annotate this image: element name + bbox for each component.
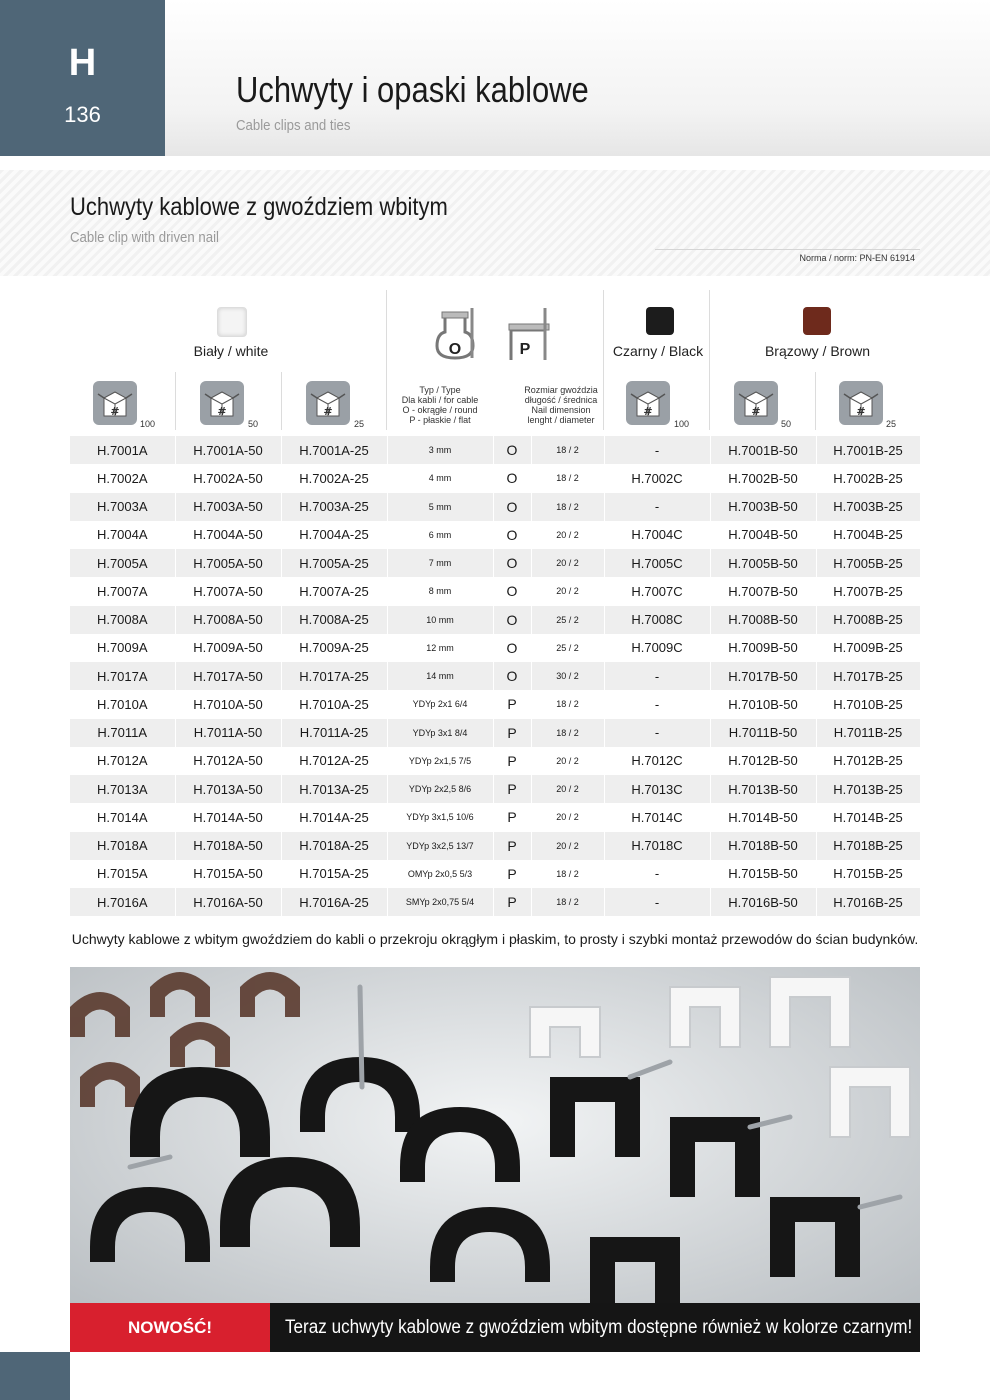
- cell-brown-25: H.7001B-25: [816, 436, 920, 464]
- table-row: [70, 747, 920, 775]
- page-number: 136: [64, 102, 101, 127]
- cell-cable-type: O: [493, 436, 531, 464]
- cell-white-25: H.7014A-25: [281, 803, 387, 831]
- cell-brown-25: H.7010B-25: [816, 690, 920, 718]
- cell-black-100: -: [604, 719, 710, 747]
- cell-white-100: H.7012A: [70, 747, 175, 775]
- cell-cable-size: 7 mm: [387, 549, 493, 577]
- cell-black-100: -: [604, 888, 710, 916]
- cell-white-50: H.7016A-50: [175, 888, 281, 916]
- cell-nail-size: 30 / 2: [531, 662, 604, 690]
- column-divider: [175, 372, 176, 430]
- cell-white-25: H.7015A-25: [281, 860, 387, 888]
- package-symbol: #: [643, 405, 653, 418]
- page-title: Uchwyty i opaski kablowe: [236, 69, 589, 110]
- cell-white-50: H.7009A-50: [175, 634, 281, 662]
- cell-brown-50: H.7014B-50: [710, 803, 816, 831]
- cell-white-25: H.7011A-25: [281, 719, 387, 747]
- product-photo: [70, 967, 920, 1352]
- cell-brown-50: H.7008B-50: [710, 606, 816, 634]
- cell-white-100: H.7014A: [70, 803, 175, 831]
- cell-brown-25: H.7003B-25: [816, 493, 920, 521]
- cell-nail-size: 25 / 2: [531, 606, 604, 634]
- cell-brown-25: H.7007B-25: [816, 577, 920, 605]
- cell-brown-50: H.7009B-50: [710, 634, 816, 662]
- cable-clips-photo: [70, 967, 920, 1352]
- cell-nail-size: 25 / 2: [531, 634, 604, 662]
- cell-white-100: H.7017A: [70, 662, 175, 690]
- group-label-white: Biały / white: [193, 343, 269, 359]
- nail-subheader-line: Rozmiar gwoździa: [524, 385, 598, 395]
- package-quantity: 100: [140, 419, 156, 429]
- package-quantity: 50: [248, 419, 259, 429]
- cell-nail-size: 20 / 2: [531, 549, 604, 577]
- cell-nail-size: 20 / 2: [531, 803, 604, 831]
- cell-brown-25: H.7017B-25: [816, 662, 920, 690]
- cell-nail-size: 18 / 2: [531, 690, 604, 718]
- cell-white-25: H.7001A-25: [281, 436, 387, 464]
- table-row: [70, 719, 920, 747]
- cell-cable-type: P: [493, 775, 531, 803]
- cell-nail-size: 20 / 2: [531, 832, 604, 860]
- cell-white-100: H.7009A: [70, 634, 175, 662]
- cell-cable-type: O: [493, 521, 531, 549]
- description-caption: Uchwyty kablowe z wbitym gwoździem do kabli o przekroju okrągłym i płaskim, to prosty i szybki montaż przewodów do ścian budynków.: [71, 931, 919, 947]
- cell-white-50: H.7012A-50: [175, 747, 281, 775]
- package-symbol: #: [323, 405, 333, 418]
- type-subheader-line: Typ / Type: [419, 385, 461, 395]
- cell-cable-type: P: [493, 690, 531, 718]
- cell-cable-size: SMYp 2x0,75 5/4: [387, 888, 493, 916]
- cell-white-25: H.7002A-25: [281, 464, 387, 492]
- promo-text: Teraz uchwyty kablowe z gwoździem wbitym dostępne również w kolorze czarnym!: [285, 1317, 913, 1338]
- cell-brown-50: H.7010B-50: [710, 690, 816, 718]
- cell-brown-25: H.7018B-25: [816, 832, 920, 860]
- table-row: [70, 436, 920, 464]
- cell-white-100: H.7008A: [70, 606, 175, 634]
- sidebar-bottom-tab: [0, 1352, 70, 1400]
- group-label-black: Czarny / Black: [612, 343, 704, 359]
- section-title: Uchwyty kablowe z gwoździem wbitym: [70, 193, 448, 221]
- norm-divider: [655, 249, 920, 250]
- cell-cable-type: P: [493, 803, 531, 831]
- package-quantity: 25: [886, 419, 897, 429]
- section-subtitle: Cable clip with driven nail: [70, 229, 219, 246]
- cell-black-100: H.7005C: [604, 549, 710, 577]
- cell-brown-50: H.7013B-50: [710, 775, 816, 803]
- type-subheader-line: O - okrągłe / round: [402, 405, 478, 415]
- cell-brown-50: H.7017B-50: [710, 662, 816, 690]
- package-symbol: #: [110, 405, 120, 418]
- cell-white-25: H.7018A-25: [281, 832, 387, 860]
- cell-white-50: H.7002A-50: [175, 464, 281, 492]
- page-subtitle: Cable clips and ties: [236, 117, 351, 134]
- white-swatch: [217, 307, 247, 337]
- cell-white-25: H.7008A-25: [281, 606, 387, 634]
- package-icon: [199, 380, 245, 426]
- cell-brown-50: H.7005B-50: [710, 549, 816, 577]
- cell-cable-size: 5 mm: [387, 493, 493, 521]
- cell-cable-type: P: [493, 860, 531, 888]
- cell-brown-25: H.7008B-25: [816, 606, 920, 634]
- package-icon: [92, 380, 138, 426]
- table-row: [70, 493, 920, 521]
- table-row: [70, 577, 920, 605]
- cell-nail-size: 20 / 2: [531, 521, 604, 549]
- cell-white-100: H.7016A: [70, 888, 175, 916]
- package-icon: [733, 380, 779, 426]
- type-subheader-line: P - płaskie / flat: [409, 415, 471, 425]
- cell-cable-type: O: [493, 493, 531, 521]
- cell-white-50: H.7017A-50: [175, 662, 281, 690]
- cell-nail-size: 20 / 2: [531, 577, 604, 605]
- cell-brown-50: H.7007B-50: [710, 577, 816, 605]
- table-row: [70, 464, 920, 492]
- nail-subheader-line: lenght / diameter: [527, 415, 595, 425]
- cell-nail-size: 20 / 2: [531, 747, 604, 775]
- cell-white-100: H.7015A: [70, 860, 175, 888]
- cell-white-25: H.7003A-25: [281, 493, 387, 521]
- package-icon: [838, 380, 884, 426]
- cell-black-100: H.7013C: [604, 775, 710, 803]
- cell-nail-size: 18 / 2: [531, 436, 604, 464]
- table-row: [70, 832, 920, 860]
- black-swatch: [646, 307, 674, 335]
- cell-cable-size: 3 mm: [387, 436, 493, 464]
- cell-brown-25: H.7014B-25: [816, 803, 920, 831]
- type-subheader-line: Dla kabli / for cable: [401, 395, 479, 405]
- product-table: [70, 436, 921, 916]
- cell-brown-50: H.7001B-50: [710, 436, 816, 464]
- round-type-symbol: O: [448, 341, 462, 358]
- cell-white-100: H.7007A: [70, 577, 175, 605]
- table-row: [70, 634, 920, 662]
- cell-cable-type: P: [493, 832, 531, 860]
- cell-white-50: H.7005A-50: [175, 549, 281, 577]
- cell-brown-50: H.7011B-50: [710, 719, 816, 747]
- cell-black-100: H.7012C: [604, 747, 710, 775]
- cell-black-100: H.7007C: [604, 577, 710, 605]
- cell-white-100: H.7005A: [70, 549, 175, 577]
- cell-cable-type: P: [493, 888, 531, 916]
- cell-brown-50: H.7015B-50: [710, 860, 816, 888]
- cell-nail-size: 18 / 2: [531, 464, 604, 492]
- cell-nail-size: 18 / 2: [531, 719, 604, 747]
- cell-black-100: -: [604, 662, 710, 690]
- cell-cable-type: O: [493, 464, 531, 492]
- cell-brown-25: H.7012B-25: [816, 747, 920, 775]
- cell-white-25: H.7010A-25: [281, 690, 387, 718]
- package-symbol: #: [856, 405, 866, 418]
- cell-black-100: -: [604, 436, 710, 464]
- cell-cable-size: YDYp 3x2,5 13/7: [387, 832, 493, 860]
- group-label-brown: Brązowy / Brown: [764, 343, 871, 359]
- cell-brown-50: H.7016B-50: [710, 888, 816, 916]
- chapter-letter: H: [68, 42, 97, 84]
- cell-white-50: H.7014A-50: [175, 803, 281, 831]
- cell-black-100: H.7002C: [604, 464, 710, 492]
- cell-white-50: H.7007A-50: [175, 577, 281, 605]
- cell-brown-50: H.7003B-50: [710, 493, 816, 521]
- cell-cable-type: P: [493, 747, 531, 775]
- cell-white-100: H.7010A: [70, 690, 175, 718]
- cell-nail-size: 20 / 2: [531, 775, 604, 803]
- cell-cable-size: 4 mm: [387, 464, 493, 492]
- cell-brown-25: H.7005B-25: [816, 549, 920, 577]
- cell-cable-size: YDYp 2x2,5 8/6: [387, 775, 493, 803]
- cell-brown-25: H.7009B-25: [816, 634, 920, 662]
- cell-cable-size: 6 mm: [387, 521, 493, 549]
- table-row: [70, 803, 920, 831]
- type-subheader: [386, 385, 494, 425]
- cell-black-100: H.7008C: [604, 606, 710, 634]
- round-clip-icon: [433, 306, 481, 362]
- cell-cable-type: O: [493, 606, 531, 634]
- table-row: [70, 888, 920, 916]
- cell-brown-50: H.7012B-50: [710, 747, 816, 775]
- package-symbol: #: [217, 405, 227, 418]
- nail-subheader: [509, 385, 613, 425]
- cell-black-100: H.7009C: [604, 634, 710, 662]
- cell-white-25: H.7017A-25: [281, 662, 387, 690]
- new-badge: NOWOŚĆ!: [70, 1303, 270, 1352]
- cell-white-25: H.7004A-25: [281, 521, 387, 549]
- table-row: [70, 606, 920, 634]
- cell-black-100: H.7004C: [604, 521, 710, 549]
- cell-white-25: H.7012A-25: [281, 747, 387, 775]
- cell-white-50: H.7015A-50: [175, 860, 281, 888]
- cell-white-50: H.7013A-50: [175, 775, 281, 803]
- cell-cable-size: OMYp 2x0,5 5/3: [387, 860, 493, 888]
- cell-black-100: -: [604, 860, 710, 888]
- cell-black-100: H.7014C: [604, 803, 710, 831]
- cell-brown-25: H.7011B-25: [816, 719, 920, 747]
- brown-swatch: [803, 307, 831, 335]
- cell-cable-size: 8 mm: [387, 577, 493, 605]
- cell-white-100: H.7013A: [70, 775, 175, 803]
- cell-cable-type: O: [493, 549, 531, 577]
- table-row: [70, 662, 920, 690]
- cell-black-100: -: [604, 493, 710, 521]
- cell-brown-50: H.7002B-50: [710, 464, 816, 492]
- table-row: [70, 521, 920, 549]
- cell-brown-25: H.7016B-25: [816, 888, 920, 916]
- cell-brown-25: H.7002B-25: [816, 464, 920, 492]
- cell-white-50: H.7003A-50: [175, 493, 281, 521]
- cell-white-25: H.7007A-25: [281, 577, 387, 605]
- package-quantity: 100: [674, 419, 690, 429]
- nail-subheader-line: Nail dimension: [531, 405, 591, 415]
- cell-cable-size: YDYp 3x1,5 10/6: [387, 803, 493, 831]
- norm-label: Norma / norm: PN-EN 61914: [799, 253, 915, 263]
- cell-brown-25: H.7015B-25: [816, 860, 920, 888]
- chapter-tab: [0, 0, 165, 156]
- cell-nail-size: 18 / 2: [531, 888, 604, 916]
- cell-cable-size: YDYp 3x1 8/4: [387, 719, 493, 747]
- package-icon: [305, 380, 351, 426]
- column-divider: [281, 372, 282, 430]
- package-symbol: #: [751, 405, 761, 418]
- cell-white-100: H.7004A: [70, 521, 175, 549]
- table-row: [70, 690, 920, 718]
- flat-clip-icon: [505, 306, 557, 362]
- cell-white-25: H.7005A-25: [281, 549, 387, 577]
- cell-white-50: H.7001A-50: [175, 436, 281, 464]
- cell-white-50: H.7011A-50: [175, 719, 281, 747]
- cell-cable-size: 14 mm: [387, 662, 493, 690]
- package-quantity: 50: [781, 419, 792, 429]
- cell-cable-type: O: [493, 634, 531, 662]
- package-icon: [625, 380, 671, 426]
- cell-white-100: H.7001A: [70, 436, 175, 464]
- cell-white-100: H.7011A: [70, 719, 175, 747]
- cell-white-50: H.7018A-50: [175, 832, 281, 860]
- package-quantity: 25: [354, 419, 365, 429]
- nail-subheader-line: długość / średnica: [524, 395, 598, 405]
- cell-brown-50: H.7018B-50: [710, 832, 816, 860]
- group-divider: [709, 290, 710, 430]
- cell-brown-50: H.7004B-50: [710, 521, 816, 549]
- cell-white-25: H.7016A-25: [281, 888, 387, 916]
- cell-white-100: H.7018A: [70, 832, 175, 860]
- cell-nail-size: 18 / 2: [531, 860, 604, 888]
- cell-cable-size: 12 mm: [387, 634, 493, 662]
- cell-cable-type: O: [493, 577, 531, 605]
- table-row: [70, 549, 920, 577]
- cell-cable-type: P: [493, 719, 531, 747]
- cell-nail-size: 18 / 2: [531, 493, 604, 521]
- cell-white-100: H.7003A: [70, 493, 175, 521]
- cell-white-25: H.7013A-25: [281, 775, 387, 803]
- cell-white-50: H.7004A-50: [175, 521, 281, 549]
- cell-white-50: H.7008A-50: [175, 606, 281, 634]
- cell-cable-type: O: [493, 662, 531, 690]
- cell-white-25: H.7009A-25: [281, 634, 387, 662]
- table-row: [70, 860, 920, 888]
- cell-cable-size: YDYp 2x1,5 7/5: [387, 747, 493, 775]
- column-divider: [815, 372, 816, 430]
- cell-black-100: H.7018C: [604, 832, 710, 860]
- cell-brown-25: H.7004B-25: [816, 521, 920, 549]
- cell-cable-size: 10 mm: [387, 606, 493, 634]
- flat-type-symbol: P: [519, 341, 531, 358]
- cell-black-100: -: [604, 690, 710, 718]
- table-row: [70, 775, 920, 803]
- cell-white-50: H.7010A-50: [175, 690, 281, 718]
- cell-brown-25: H.7013B-25: [816, 775, 920, 803]
- cell-cable-size: YDYp 2x1 6/4: [387, 690, 493, 718]
- cell-white-100: H.7002A: [70, 464, 175, 492]
